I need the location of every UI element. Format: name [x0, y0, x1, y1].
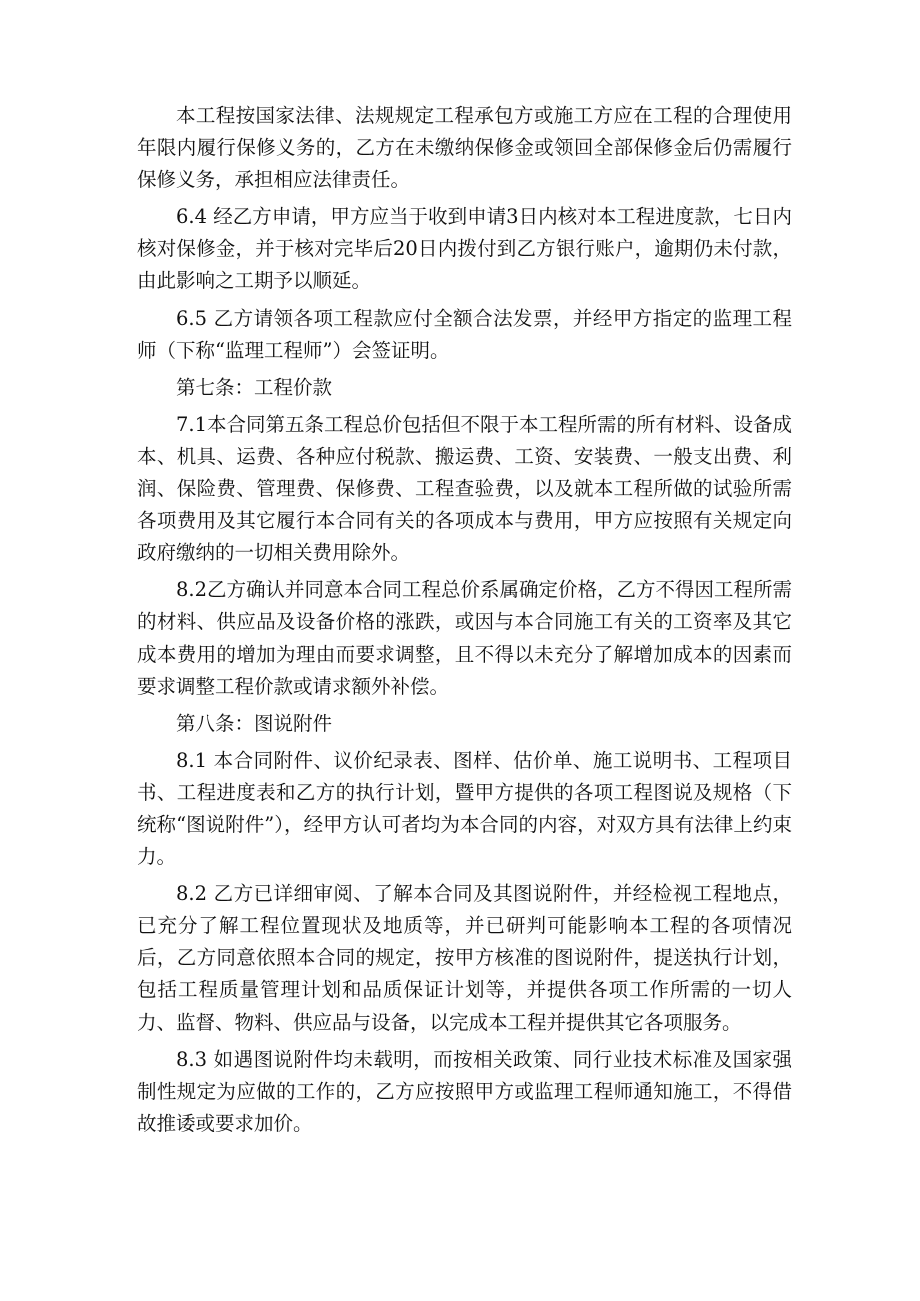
document-page	[137, 100, 792, 1145]
section-heading-article-8: 第八条：图说附件	[176, 711, 333, 735]
paragraph-warranty-obligation: 本工程按国家法律、法规规定工程承包方或施工方应在工程的合理使用年限内履行保修义务的，乙方在未缴纳保修金或领回全部保修金后仍需履行保修义务，承担相应法律责任。	[137, 104, 792, 192]
paragraph-7-1: 7.1本合同第五条工程总价包括但不限于本工程所需的所有材料、设备成本、机具、运费、各种应付税款、搬运费、工资、安装费、一般支出费、利润、保险费、管理费、保修费、工程查验费，以及就本工程所做的试验所需各项费用及其它履行本合同有关的各项成本与费用，甲方应按照有关规定向政府缴纳的一切相关费用除外。	[137, 412, 793, 565]
paragraph-8-2-review: 8.2 乙方已详细审阅、了解本合同及其图说附件，并经检视工程地点，已充分了解工程位置现状及地质等，并已研判可能影响本工程的各项情况后，乙方同意依照本合同的规定，按甲方核准的图说附件，提送执行计划，包括工程质量管理计划和品质保证计划等，并提供各项工作所需的一切人力、监督、物料、供应品与设备，以完成本工程并提供其它各项服务。	[137, 882, 792, 1034]
paragraph-8-3: 8.3 如遇图说附件均未载明，而按相关政策、同行业技术标准及国家强制性规定为应做的工作的，乙方应按照甲方或监理工程师通知施工，不得借故推诿或要求加价。	[137, 1047, 792, 1135]
paragraph-8-1: 8.1 本合同附件、议价纪录表、图样、估价单、施工说明书、工程项目书、工程进度表和乙方的执行计划，暨甲方提供的各项工程图说及规格（下统称“图说附件”），经甲方认可者均为本合同的内容，对双方具有法律上约束力。	[137, 748, 792, 869]
paragraph-8-2-price: 8.2乙方确认并同意本合同工程总价系属确定价格，乙方不得因工程所需的材料、供应品及设备价格的涨跌，或因与本合同施工有关的工资率及其它成本费用的增加为理由而要求调整，且不得以未充分了解增加成本的因素而要求调整工程价款或请求额外补偿。	[137, 578, 793, 698]
section-heading-article-7: 第七条：工程价款	[176, 375, 333, 399]
paragraph-6-5: 6.5 乙方请领各项工程款应付全额合法发票，并经甲方指定的监理工程师（下称“监理工程师”）会签证明。	[137, 306, 792, 362]
paragraph-6-4: 6.4 经乙方申请，甲方应当于收到申请3日内核对本工程进度款，七日内核对保修金，并于核对完毕后20日内拨付到乙方银行账户，逾期仍未付款，由此影响之工期予以顺延。	[137, 205, 792, 293]
